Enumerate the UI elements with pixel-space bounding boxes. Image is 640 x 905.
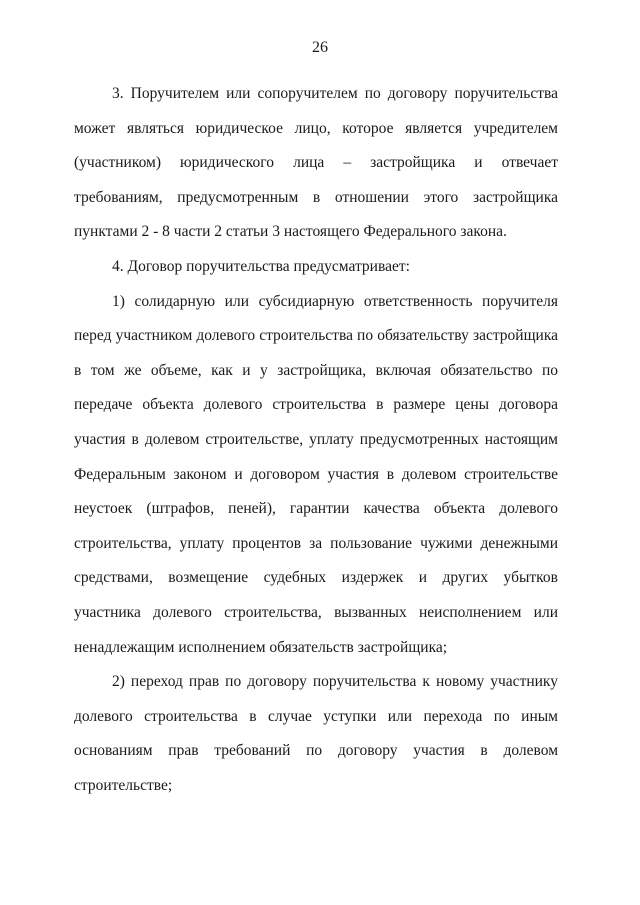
document-body (74, 77, 558, 803)
paragraph-subitem-1: 1) солидарную или субсидиарную ответственность поручителя перед участником долевого строительства по обязательству застройщика в том же объеме, как и у застройщика, включая обязательство по передаче объекта долевого строительства в размере цены договора участия в долевом строительстве, уплату предусмотренных настоящим Федеральным законом и договором участия в долевом строительстве неустоек (штрафов, пеней), гарантии качества объекта долевого строительства, уплату процентов за пользование чужими денежными средствами, возмещение судебных издержек и других убытков участника долевого строительства, вызванных неисполнением или ненадлежащим исполнением обязательств застройщика; (74, 292, 558, 656)
page-number: 26 (312, 39, 328, 56)
paragraph-subitem-2: 2) переход прав по договору поручительства к новому участнику долевого строительства в случае уступки или перехода по иным основаниям прав требований по договору участия в долевом строительстве; (74, 673, 558, 794)
paragraph-item-3: 3. Поручителем или сопоручителем по договору поручительства может являться юридическое лицо, которое является учредителем (участником) юридического лица – застройщика и отвечает требованиям, предусмотренным в отношении этого застройщика пунктами 2 - 8 части 2 статьи 3 настоящего Федерального закона. (74, 85, 558, 241)
paragraph-item-4: 4. Договор поручительства предусматривает: (112, 257, 410, 275)
